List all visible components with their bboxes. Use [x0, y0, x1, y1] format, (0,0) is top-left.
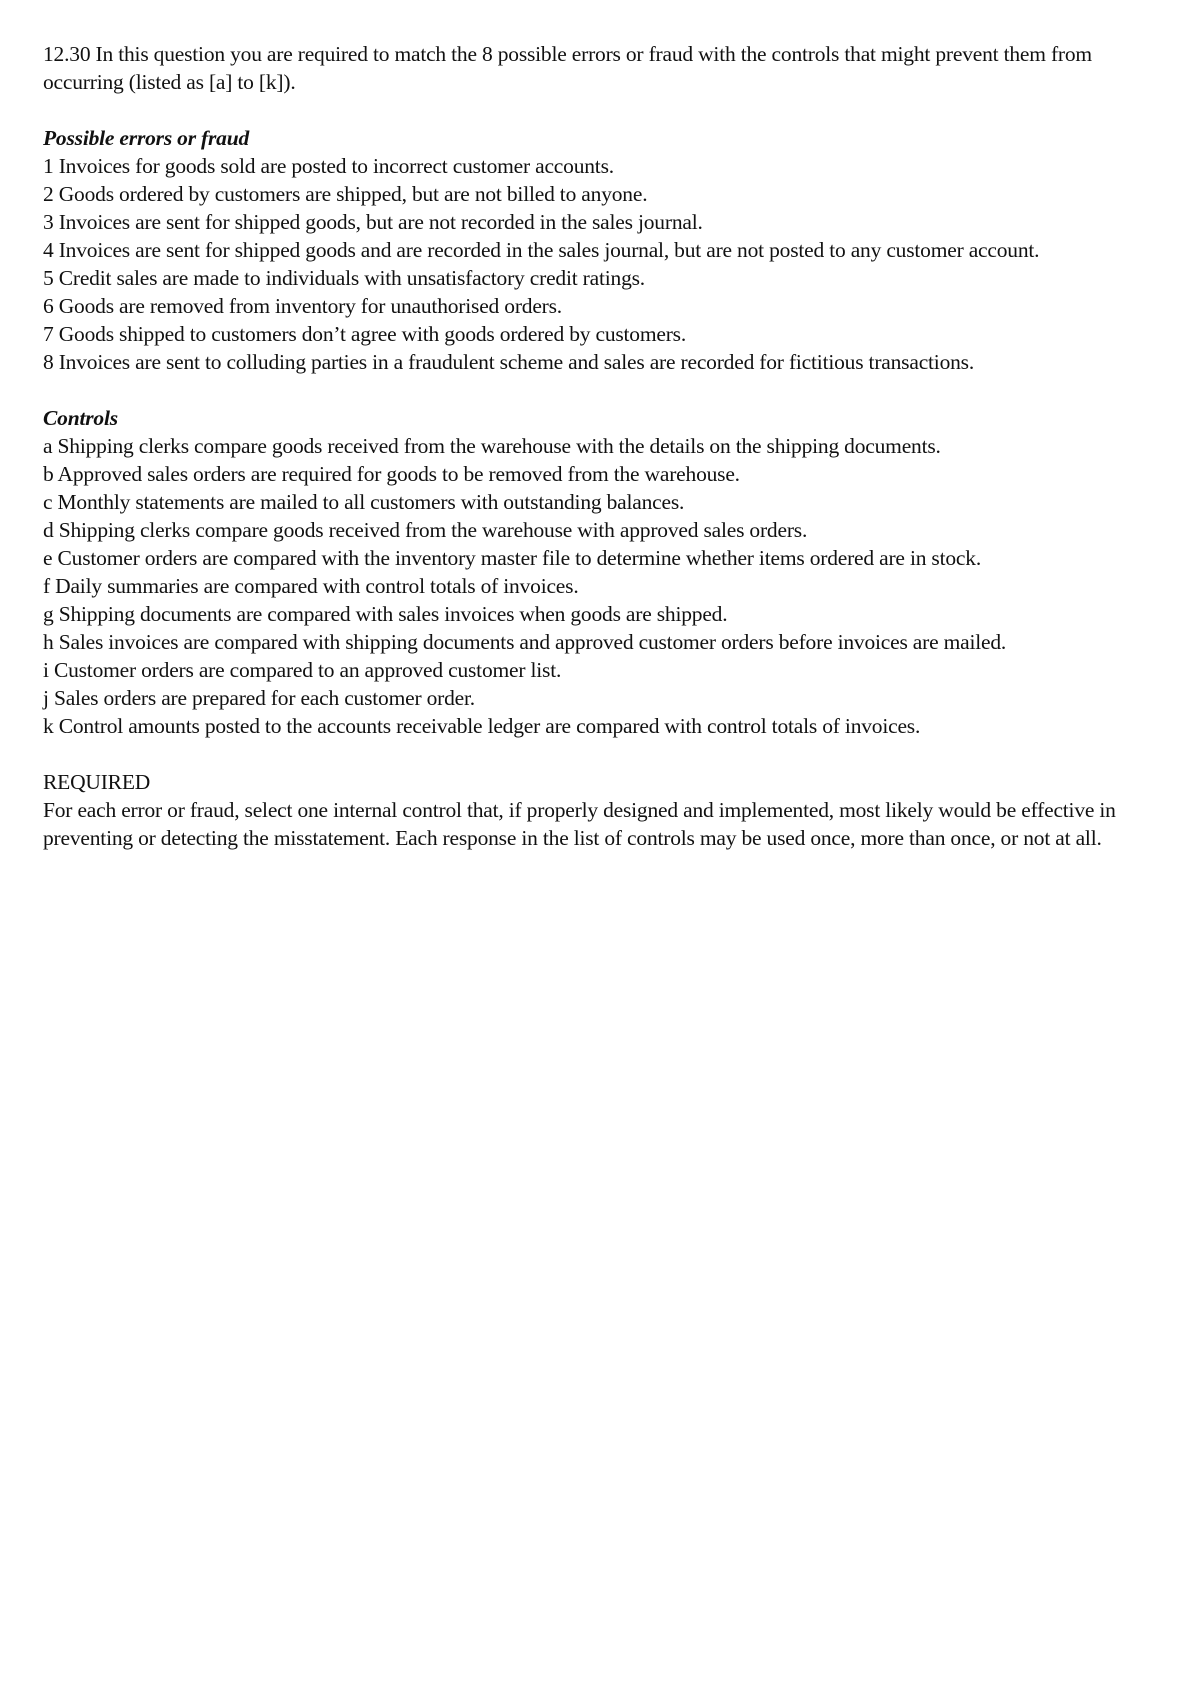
error-item: 3 Invoices are sent for shipped goods, but are not recorded in the sales journal.	[43, 210, 703, 234]
control-item: h Sales invoices are compared with shipping documents and approved customer orders before invoices are mailed.	[43, 630, 1007, 654]
control-item: g Shipping documents are compared with sales invoices when goods are shipped.	[43, 602, 728, 626]
spacer	[43, 376, 1173, 404]
control-item: e Customer orders are compared with the inventory master file to determine whether items ordered are in stock.	[43, 546, 981, 570]
error-item: 4 Invoices are sent for shipped goods and are recorded in the sales journal, but are not posted to any customer account.	[43, 238, 1040, 262]
control-item: i Customer orders are compared to an approved customer list.	[43, 658, 562, 682]
errors-heading: Possible errors or fraud	[43, 126, 250, 150]
control-item: d Shipping clerks compare goods received from the warehouse with approved sales orders.	[43, 518, 808, 542]
intro-paragraph: 12.30 In this question you are required to match the 8 possible errors or fraud with the controls that might prevent them from occurring (listed as [a] to [k]).	[43, 42, 1092, 94]
document-page	[43, 40, 1173, 852]
required-paragraph: For each error or fraud, select one internal control that, if properly designed and implemented, most likely would be effective in preventing or detecting the misstatement. Each response in the list of controls may be used once, more than once, or not at all.	[43, 798, 1116, 850]
control-item: k Control amounts posted to the accounts receivable ledger are compared with control totals of invoices.	[43, 714, 921, 738]
control-item: b Approved sales orders are required for goods to be removed from the warehouse.	[43, 462, 740, 486]
error-item: 2 Goods ordered by customers are shipped, but are not billed to anyone.	[43, 182, 648, 206]
required-heading: REQUIRED	[43, 770, 151, 794]
controls-heading: Controls	[43, 406, 118, 430]
error-item: 7 Goods shipped to customers don’t agree with goods ordered by customers.	[43, 322, 687, 346]
control-item: a Shipping clerks compare goods received from the warehouse with the details on the shipping documents.	[43, 434, 941, 458]
controls-list	[43, 432, 1173, 740]
errors-list	[43, 152, 1173, 376]
error-item: 8 Invoices are sent to colluding parties in a fraudulent scheme and sales are recorded for fictitious transactions.	[43, 350, 975, 374]
spacer	[43, 740, 1173, 768]
error-item: 6 Goods are removed from inventory for unauthorised orders.	[43, 294, 562, 318]
control-item: f Daily summaries are compared with control totals of invoices.	[43, 574, 579, 598]
control-item: c Monthly statements are mailed to all customers with outstanding balances.	[43, 490, 685, 514]
error-item: 1 Invoices for goods sold are posted to incorrect customer accounts.	[43, 154, 614, 178]
control-item: j Sales orders are prepared for each customer order.	[43, 686, 475, 710]
spacer	[43, 96, 1173, 124]
error-item: 5 Credit sales are made to individuals with unsatisfactory credit ratings.	[43, 266, 645, 290]
